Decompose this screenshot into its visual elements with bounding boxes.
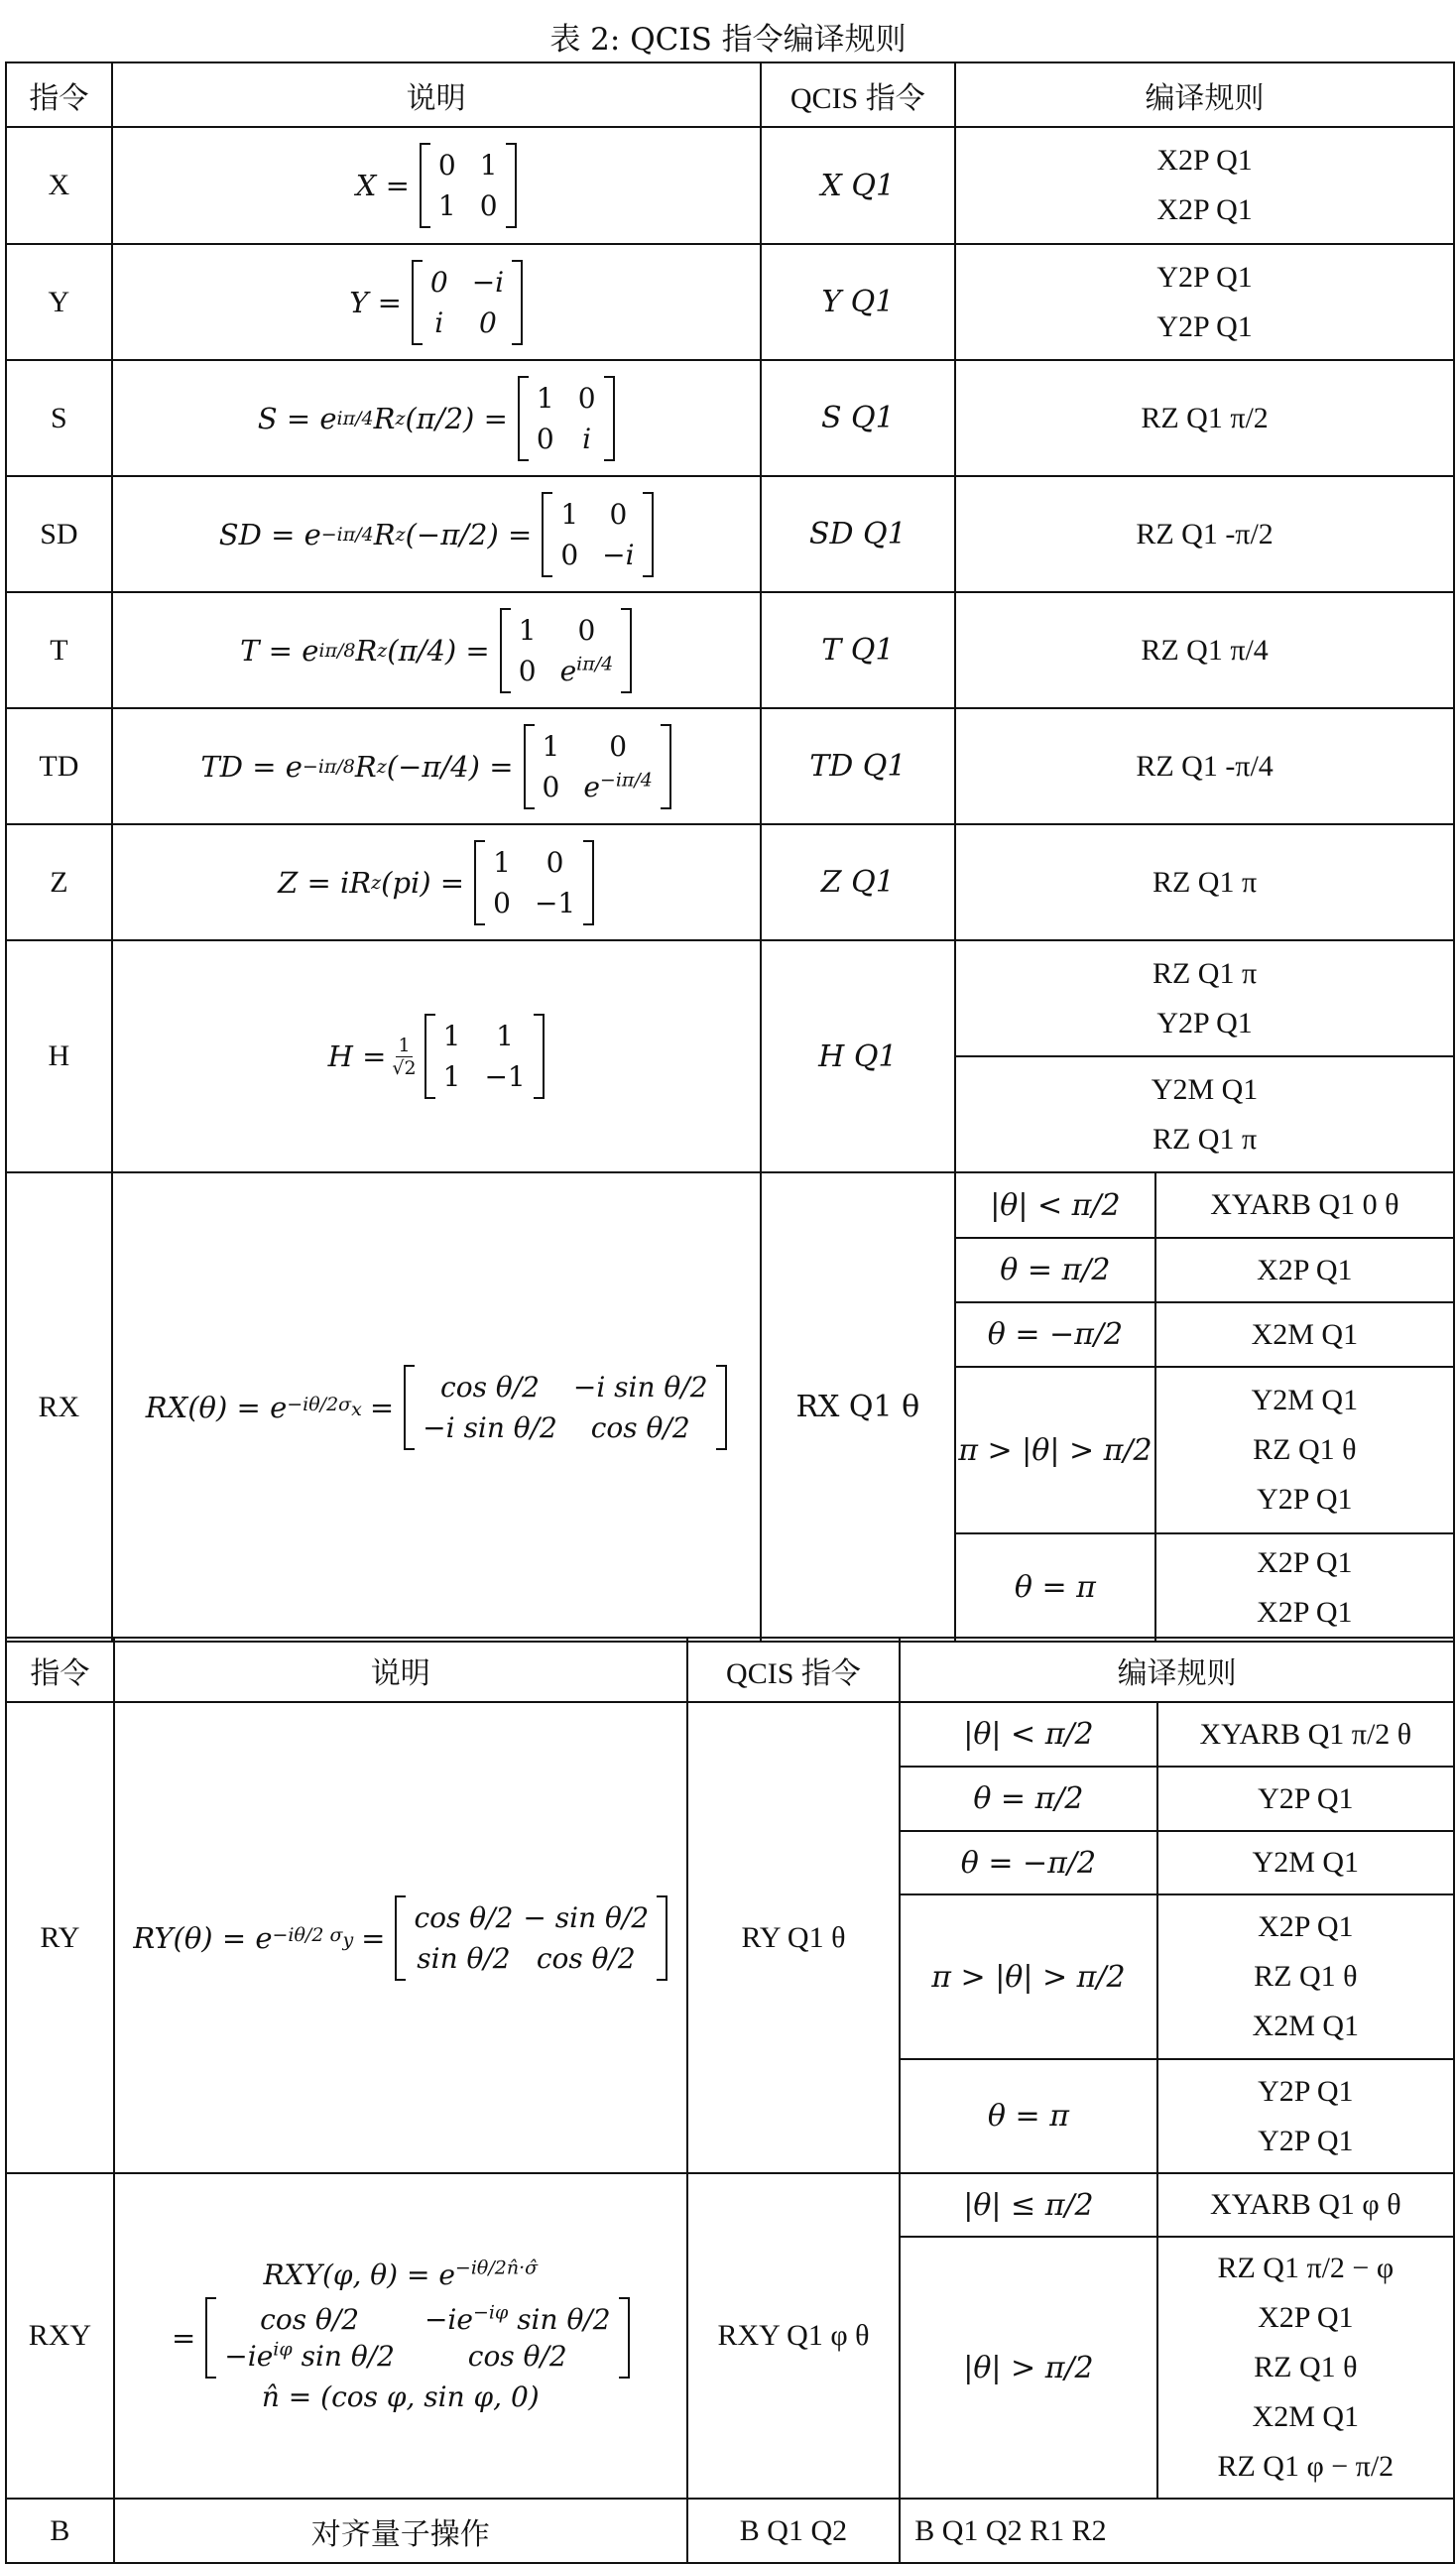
- instr-name: T: [6, 592, 112, 708]
- header-rule: 编译规则: [955, 62, 1454, 127]
- qcis-instr: Y Q1: [761, 244, 956, 360]
- instr-name: TD: [6, 708, 112, 824]
- instr-name: RXY: [6, 2173, 114, 2499]
- qcis-instr: TD Q1: [761, 708, 956, 824]
- case-cond: |θ| < π/2: [955, 1172, 1155, 1238]
- qcis-instr: RY Q1 θ: [687, 1702, 901, 2173]
- case-rule: Y2M Q1 RZ Q1 θ Y2P Q1: [1155, 1367, 1454, 1533]
- desc-formula: S = e iπ/4 R z (π/2) = 1 0 0 i: [112, 360, 761, 476]
- case-cond: θ = π: [900, 2059, 1156, 2173]
- instr-name: X: [6, 127, 112, 244]
- case-rule: Y2P Q1: [1157, 1767, 1454, 1831]
- case-rule: Y2M Q1: [1157, 1831, 1454, 1894]
- header-row: [6, 62, 1454, 127]
- qcis-instr: S Q1: [761, 360, 956, 476]
- qcis-instr: RX Q1 θ: [761, 1172, 956, 1642]
- desc-formula: T = e iπ/8 R z (π/4) = 1 0 0 $e^{i\pi/4}$: [112, 592, 761, 708]
- rule-cell: Y2M Q1 RZ Q1 π: [955, 1056, 1454, 1172]
- case-rule: RZ Q1 π/2 − φ X2P Q1 RZ Q1 θ X2M Q1 RZ Q1 φ − π/2: [1157, 2237, 1454, 2499]
- qcis-instr: B Q1 Q2: [687, 2499, 901, 2563]
- instr-name: Z: [6, 824, 112, 940]
- table-row: [6, 708, 1454, 824]
- case-cond: θ = π: [955, 1533, 1155, 1642]
- desc-formula: RX(θ) = e $-i\theta/2\sigma_x$ = cos θ/2 −i sin θ/2 −i sin θ/2 cos θ/2: [112, 1172, 761, 1642]
- instr-name: RX: [6, 1172, 112, 1642]
- desc-formula: SD = e −iπ/4 R z (−π/2) = 1 0 0 −i: [112, 476, 761, 592]
- qcis-instr: Z Q1: [761, 824, 956, 940]
- case-rule: X2P Q1: [1155, 1238, 1454, 1302]
- case-rule: X2P Q1 RZ Q1 θ X2M Q1: [1157, 1894, 1454, 2059]
- rule-cell: RZ Q1 π/2: [955, 360, 1454, 476]
- header-row: [6, 1638, 1454, 1702]
- table-row: [6, 1702, 1454, 1767]
- table-row: [6, 127, 1454, 244]
- header-qcis: QCIS 指令: [687, 1638, 901, 1702]
- case-cond: θ = π/2: [955, 1238, 1155, 1302]
- instr-name: SD: [6, 476, 112, 592]
- header-instr: 指令: [6, 1638, 114, 1702]
- case-cond: θ = π/2: [900, 1767, 1156, 1831]
- table-row: [6, 2173, 1454, 2237]
- desc-formula: RXY(φ, $\theta) = e^{-i\theta/2n̂\cdot\sigmâ}$ = cos θ/2 $-ie^{-i\varphi}$ sin θ/2 $-ie^{i\varphi}$ sin θ/2 cos θ/2 n̂ = (cos φ, sin φ, 0): [114, 2173, 687, 2499]
- desc-formula: TD = e −iπ/8 R z (−π/4) = 1 0 0 $e^{-i\pi/4}$: [112, 708, 761, 824]
- case-rule: XYARB Q1 π/2 θ: [1157, 1702, 1454, 1767]
- table-row: [6, 940, 1454, 1056]
- desc-formula: Z = iR z (pi) = 1 0 0 −1: [112, 824, 761, 940]
- desc-formula: X = 0 1 1 0: [112, 127, 761, 244]
- qcis-instr: H Q1: [761, 940, 956, 1172]
- table-row: [6, 1172, 1454, 1238]
- rule-cell: RZ Q1 -π/2: [955, 476, 1454, 592]
- case-rule: X2M Q1: [1155, 1302, 1454, 1367]
- table-row: [6, 476, 1454, 592]
- rule-cell: B Q1 Q2 R1 R2: [900, 2499, 1454, 2563]
- table-row: [6, 244, 1454, 360]
- desc-formula: RY(θ) = e −iθ/2 $\sigma_y$ = cos θ/2 − sin θ/2 sin θ/2 cos θ/2: [114, 1702, 687, 2173]
- table-row: [6, 2499, 1454, 2563]
- header-qcis: QCIS 指令: [761, 62, 956, 127]
- case-cond: θ = −π/2: [955, 1302, 1155, 1367]
- rule-cell: Y2P Q1 Y2P Q1: [955, 244, 1454, 360]
- instr-name: H: [6, 940, 112, 1172]
- case-cond: |θ| < π/2: [900, 1702, 1156, 1767]
- case-rule: X2P Q1 X2P Q1: [1155, 1533, 1454, 1642]
- table-row: [6, 824, 1454, 940]
- case-cond: θ = −π/2: [900, 1831, 1156, 1894]
- compile-rules-table-1: [5, 61, 1455, 1643]
- table-caption: 表 2: QCIS 指令编译规则: [549, 22, 907, 58]
- rule-cell: X2P Q1 X2P Q1: [955, 127, 1454, 244]
- case-cond: π > |θ| > π/2: [900, 1894, 1156, 2059]
- qcis-instr: RXY Q1 φ θ: [687, 2173, 901, 2499]
- instr-name: RY: [6, 1702, 114, 2173]
- header-instr: 指令: [6, 62, 112, 127]
- qcis-instr: X Q1: [761, 127, 956, 244]
- case-rule: XYARB Q1 φ θ: [1157, 2173, 1454, 2237]
- case-cond: π > |θ| > π/2: [955, 1367, 1155, 1533]
- case-cond: |θ| ≤ π/2: [900, 2173, 1156, 2237]
- desc-formula: H = $\frac{1}{√2}$ 1 1 1 −1: [112, 940, 761, 1172]
- qcis-instr: T Q1: [761, 592, 956, 708]
- header-rule: 编译规则: [900, 1638, 1454, 1702]
- rule-cell: RZ Q1 π/4: [955, 592, 1454, 708]
- rule-cell: RZ Q1 π: [955, 824, 1454, 940]
- table-row: [6, 360, 1454, 476]
- header-desc: 说明: [114, 1638, 687, 1702]
- header-desc: 说明: [112, 62, 761, 127]
- case-rule: Y2P Q1 Y2P Q1: [1157, 2059, 1454, 2173]
- compile-rules-table-2: [5, 1637, 1455, 2564]
- table-row: [6, 592, 1454, 708]
- desc-formula: Y = 0 −i i 0: [112, 244, 761, 360]
- case-cond: |θ| > π/2: [900, 2237, 1156, 2499]
- instr-name: S: [6, 360, 112, 476]
- desc-text: 对齐量子操作: [114, 2499, 687, 2563]
- case-rule: XYARB Q1 0 θ: [1155, 1172, 1454, 1238]
- instr-name: B: [6, 2499, 114, 2563]
- rule-cell: RZ Q1 π Y2P Q1: [955, 940, 1454, 1056]
- rule-cell: RZ Q1 -π/4: [955, 708, 1454, 824]
- qcis-instr: SD Q1: [761, 476, 956, 592]
- instr-name: Y: [6, 244, 112, 360]
